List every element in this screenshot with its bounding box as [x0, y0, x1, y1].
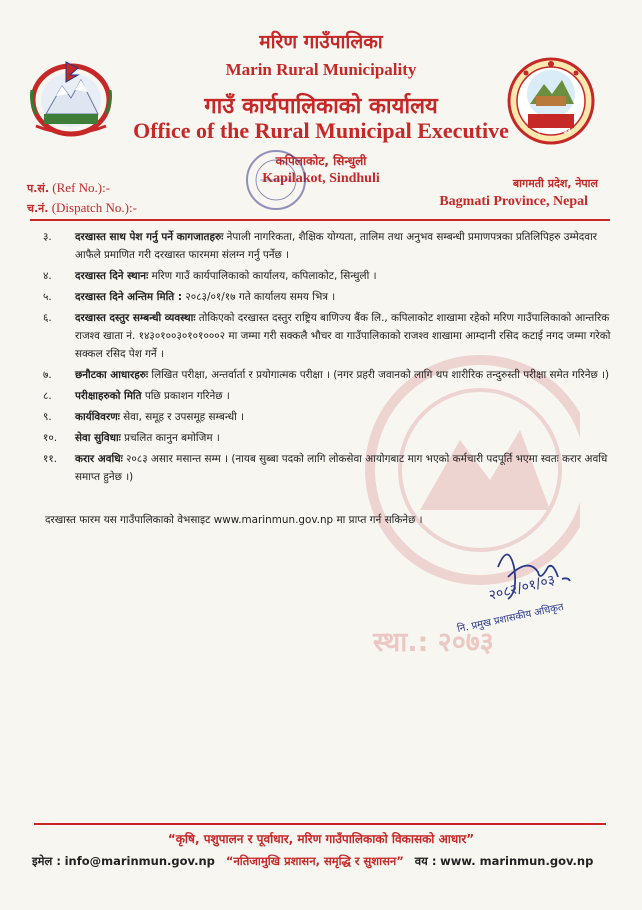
list-item: [43, 429, 611, 447]
office-name-en: Office of the Rural Municipal Executive: [133, 118, 509, 143]
municipality-name-np: मरिण गाउँपालिका: [259, 31, 383, 53]
conditions-list: [43, 228, 611, 489]
municipality-name-en: Marin Rural Municipality: [225, 60, 417, 79]
list-item-number: ४.: [43, 270, 52, 282]
dispatch-label-np: च.नं.: [27, 202, 49, 215]
list-item-text: लिखित परीक्षा, अन्तर्वार्ता र प्रयोगात्मक परीक्षा । (नगर प्रहरी जवानको लागि थप शारीरिक तन्दुरुस्ती परीक्षा समेत गरिनेछ ।): [151, 369, 610, 381]
list-item-heading: दरखास्त साथ पेश गर्नु पर्ने कागजातहरुः: [75, 231, 224, 243]
list-item: [43, 450, 611, 486]
list-item-number: ६.: [43, 312, 52, 324]
web-label: वय :: [414, 854, 437, 868]
list-item-text: पछि प्रकाशन गरिनेछ ।: [144, 390, 230, 402]
ref-label-np: प.सं.: [27, 182, 50, 195]
website-link[interactable]: www. marinmun.gov.np: [440, 854, 594, 868]
list-item: [43, 387, 611, 405]
list-item-text: २०८३ असार मसान्त सम्म । (नायब सुब्बा पदको लागि लोकसेवा आयोगबाट माग भएको कर्मचारी पदपूर्ति भएमा स्वतः करार अवधि समाप्त हुनेछ ।): [75, 453, 608, 483]
list-item-heading: परीक्षाहरुको मिति: [75, 390, 142, 402]
list-item-number: ८.: [43, 390, 52, 402]
office-stamp-icon: [244, 148, 308, 212]
header-divider: [30, 219, 610, 221]
dispatch-number-line: [27, 200, 137, 220]
footer-motto: “कृषि, पशुपालन र पूर्वाधार, मरिण गाउँपालिकाको विकासको आधार”: [167, 832, 475, 846]
list-item: [43, 288, 611, 306]
list-item-heading: करार अवधिः: [75, 453, 123, 465]
list-item-number: ५.: [43, 291, 52, 303]
list-item-heading: दरखास्त दिने अन्तिम मिति :: [75, 291, 183, 303]
list-item-text: प्रचलित कानुन बमोजिम ।: [124, 432, 220, 444]
list-item-heading: छनौटका आधारहरुः: [75, 369, 149, 381]
province-np: बागमती प्रदेश, नेपाल: [512, 177, 598, 190]
province-en: Bagmati Province, Nepal: [439, 194, 588, 209]
address-en: Kapilakot, Sindhuli: [262, 171, 380, 186]
list-item-heading: कार्यविवरणः: [75, 411, 120, 423]
footer-divider: [34, 823, 606, 825]
watermark-text: स्था.: २०७३: [373, 627, 494, 658]
footer-slogan: “नतिजामुखि प्रशासन, समृद्धि र सुशासन”: [225, 854, 404, 868]
list-item-number: ९.: [43, 411, 52, 423]
list-item-heading: सेवा सुविधाः: [75, 432, 121, 444]
closing-note: दरखास्त फारम यस गाउँपालिकाको वेभसाइट www.marinmun.gov.np मा प्राप्त गर्न सकिनेछ ।: [45, 514, 423, 526]
list-item-number: ७.: [43, 369, 52, 381]
address-np: कपिलाकोट, सिन्धुली: [275, 154, 367, 168]
list-item-number: ३.: [43, 231, 52, 243]
list-item-text: मरिण गाउँ कार्यपालिकाको कार्यालय, कपिलाकोट, सिन्धुली ।: [151, 270, 377, 282]
list-item-text: २०८३/०१/१७ गते कार्यालय समय भित्र ।: [185, 291, 336, 303]
emblem-caption: स्था.: २०७३: [537, 126, 571, 135]
email-link[interactable]: info@marinmun.gov.np: [64, 854, 215, 868]
list-item-heading: दरखास्त दस्तुर सम्बन्धी व्यवस्थाः: [75, 312, 196, 324]
list-item: [43, 309, 611, 363]
list-item: [43, 228, 611, 264]
dispatch-label-en: (Dispatch No.):-: [51, 200, 137, 215]
signature-title: नि. प्रमुख प्रशासकीय अधिकृत: [456, 601, 565, 636]
list-item-text: नेपाली नागरिकता, शैक्षिक योग्यता, तालिम तथा अनुभव सम्बन्धी प्रमाणपत्रका प्रतिलिपिहरु उम्मेदवार आफैले प्रमाणित गरी दरखास्त फारममा संलग्न गर्नु पर्नेछ ।: [75, 231, 598, 261]
list-item-number: १०.: [43, 432, 58, 444]
ref-number-line: [27, 180, 137, 200]
list-item-number: ११.: [43, 453, 58, 465]
reference-block: [27, 180, 137, 220]
list-item: [43, 366, 611, 384]
office-name-np: गाउँ कार्यपालिकाको कार्यालय: [204, 94, 438, 119]
list-item-text: तोकिएको दरखास्त दस्तुर राष्ट्रिय बाणिज्य बैंक लि., कपिलाकोट शाखामा रहेको मरिण गाउँपालिकाको आन्तरिक राजश्व खाता नं. १४३०१००३०१०१०००२ मा जम्मा गरी सक्कलै भौचर वा गाउँपालिकाको राजश्व शाखामा आम्दानी रसिद कटाई नगद जम्मा गरेको सक्कल रसिद पेश गर्ने ।: [75, 312, 611, 360]
signature-date: २०८२/०१/०३: [487, 572, 557, 604]
footer-contact: [32, 854, 612, 869]
email-label: इमेल :: [32, 854, 61, 868]
list-item: [43, 408, 611, 426]
list-item: [43, 267, 611, 285]
ref-label-en: (Ref No.):-: [52, 180, 111, 195]
list-item-heading: दरखास्त दिने स्थानः: [75, 270, 149, 282]
list-item-text: सेवा, समूह र उपसमूह सम्बन्धी ।: [123, 411, 245, 423]
